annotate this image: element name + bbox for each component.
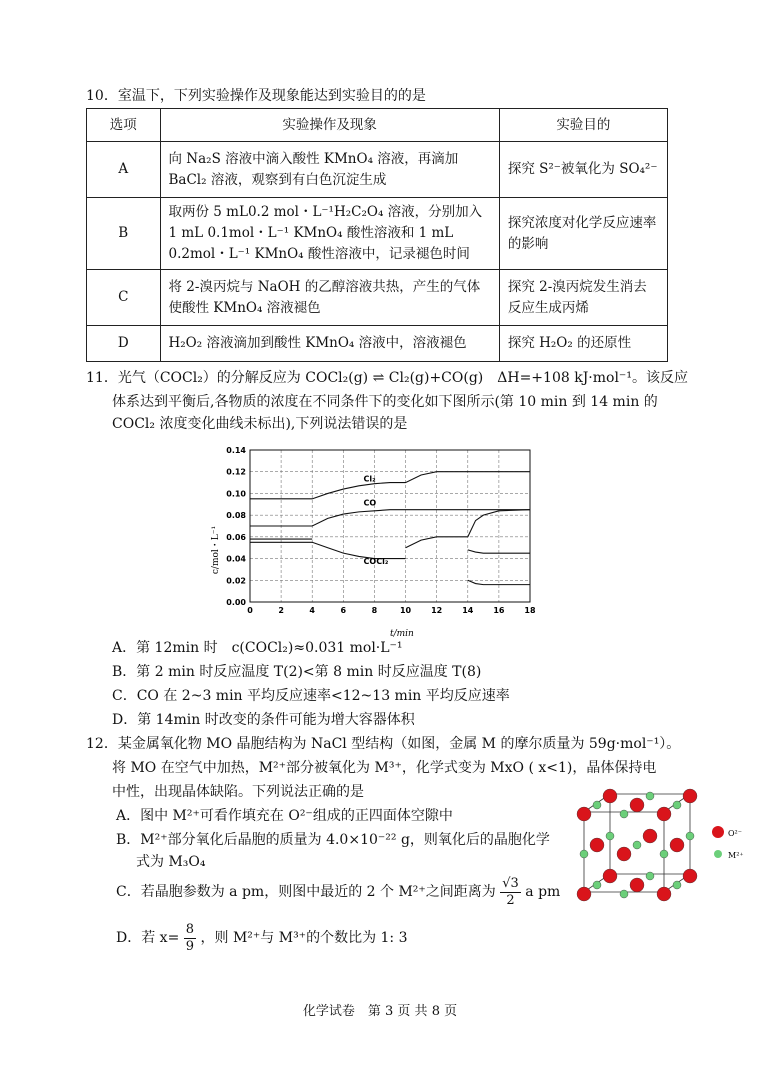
m-ion <box>606 832 614 840</box>
experiment-table <box>86 108 668 362</box>
o-ion <box>577 887 591 901</box>
x-tick-label: 0 <box>247 606 253 615</box>
y-tick-label: 0.04 <box>226 554 246 564</box>
q12-option-b-line1: B．M²⁺部分氧化后晶胞的质量为 4.0×10⁻²² g，则氧化后的晶胞化学 <box>116 832 550 848</box>
q11-option-c: C．CO 在 2~3 min 平均反应速率<12~13 min 平均反应速率 <box>112 688 510 704</box>
o-ion <box>683 869 697 883</box>
option-c-text: C．若晶胞参数为 a pm，则图中最近的 2 个 M²⁺之间距离为 <box>116 884 496 900</box>
row-option: D <box>87 326 161 362</box>
m-ion <box>620 890 628 898</box>
q11-line3: COCl₂ 浓度变化曲线未标出),下列说法错误的是 <box>112 416 408 432</box>
o-ion <box>577 807 591 821</box>
series-label: Cl₂ <box>363 474 376 484</box>
atoms <box>577 789 697 901</box>
q12-option-c <box>116 872 560 912</box>
y-tick-label: 0.02 <box>226 576 246 586</box>
y-tick-label: 0.08 <box>226 511 246 521</box>
o-ion <box>590 838 604 852</box>
x-tick-label: 10 <box>399 606 412 615</box>
legend-m-label: M²⁺ <box>728 851 744 860</box>
nacl-crystal-figure <box>568 782 748 902</box>
x-tick-label: 4 <box>309 606 316 615</box>
option-c-fraction <box>500 876 521 909</box>
o-ion <box>683 789 697 803</box>
q11-option-b: B．第 2 min 时反应温度 T(2)<第 8 min 时反应温度 T(8) <box>112 664 482 680</box>
m-ion <box>673 801 681 809</box>
fraction-numerator: √3 <box>502 875 519 891</box>
series-labels <box>364 474 389 566</box>
y-tick-label: 0.12 <box>226 467 246 477</box>
x-axis-label: t/min <box>390 629 414 639</box>
legend-m-marker <box>714 850 722 858</box>
o-ion <box>603 869 617 883</box>
row-operation: 向 Na₂S 溶液中滴入酸性 KMnO₄ 溶液，再滴加 BaCl₂ 溶液，观察到有白色沉淀生成 <box>160 142 499 198</box>
o-ion <box>617 847 631 861</box>
table-header-row <box>87 109 668 142</box>
option-c-unit: a pm <box>525 884 561 900</box>
option-d-text: D．若 x= <box>116 930 180 946</box>
o-ion <box>657 887 671 901</box>
row-operation: 取两份 5 mL0.2 mol・L⁻¹H₂C₂O₄ 溶液，分别加入 1 mL 0.1mol・L⁻¹ KMnO₄ 酸性溶液和 1 mL 0.2mol・L⁻¹ KMnO₄ 酸性溶液中，记录褪色时间 <box>160 198 499 270</box>
x-tick-label: 8 <box>371 606 378 615</box>
m-ion <box>593 881 601 889</box>
o-ion <box>657 807 671 821</box>
fraction-denominator: 9 <box>185 938 195 954</box>
y-tick-label: 0.00 <box>226 598 246 607</box>
q12-line2: 将 MO 在空气中加热，M²⁺部分被氧化为 M³⁺，化学式变为 MxO ( x<1)，晶体保持电 <box>112 760 657 776</box>
o-ion <box>630 798 644 812</box>
m-ion <box>686 832 694 840</box>
series-line <box>250 472 530 499</box>
legend-o-label: O²⁻ <box>728 829 742 838</box>
x-tick-label: 12 <box>431 606 443 615</box>
m-ion <box>646 792 654 800</box>
m-ion <box>646 872 654 880</box>
q12-line3: 中性，出现晶体缺陷。下列说法正确的是 <box>112 784 364 800</box>
y-tick-label: 0.14 <box>226 446 246 455</box>
row-option: A <box>87 142 161 198</box>
y-tick-label: 0.10 <box>226 489 246 499</box>
series-line <box>250 510 530 526</box>
page-footer: 化学试卷 第 3 页 共 8 页 <box>302 1004 458 1019</box>
m-ion <box>580 850 588 858</box>
o-ion <box>603 789 617 803</box>
header-operation: 实验操作及现象 <box>160 109 499 142</box>
m-ion <box>633 841 641 849</box>
series-label: COCl₂ <box>363 557 389 566</box>
table-row <box>87 270 668 326</box>
m-ion <box>620 810 628 818</box>
table-row <box>87 198 668 270</box>
row-purpose: 探究 S²⁻被氧化为 SO₄²⁻ <box>499 142 667 198</box>
o-ion <box>643 829 657 843</box>
q11-option-a: A．第 12min 时 c(COCl₂)≈0.031 mol·L⁻¹ <box>112 640 403 656</box>
header-purpose: 实验目的 <box>499 109 667 142</box>
option-d-fraction <box>184 922 196 955</box>
m-ion <box>660 850 668 858</box>
o-ion <box>630 878 644 892</box>
fraction-denominator: 2 <box>506 892 515 908</box>
row-purpose: 探究 H₂O₂ 的还原性 <box>499 326 667 362</box>
m-ion <box>673 881 681 889</box>
table-row <box>87 142 668 198</box>
m-ion <box>593 801 601 809</box>
x-tick-label: 16 <box>493 606 505 615</box>
header-option: 选项 <box>87 109 161 142</box>
fraction-numerator: 8 <box>185 921 195 937</box>
q12-line1: 12．某金属氧化物 MO 晶胞结构为 NaCl 型结构（如图，金属 M 的摩尔质量为 59g·mol⁻¹）。 <box>86 736 681 752</box>
q11-line1: 11．光气（COCl₂）的分解反应为 COCl₂(g) ⇌ Cl₂(g)+CO(g) ΔH=+108 kJ·mol⁻¹。该反应 <box>86 370 688 386</box>
q11-option-d: D．第 14min 时改变的条件可能为增大容器体积 <box>112 712 415 728</box>
x-tick-label: 14 <box>462 606 474 615</box>
row-purpose: 探究 2-溴丙烷发生消去反应生成丙烯 <box>499 270 667 326</box>
concentration-chart <box>200 440 550 640</box>
q12-option-a: A．图中 M²⁺可看作填充在 O²⁻组成的正四面体空隙中 <box>116 808 453 824</box>
y-axis-label: c/mol・L⁻¹ <box>211 525 221 575</box>
x-tick-label: 18 <box>524 606 536 615</box>
row-operation: 将 2-溴丙烷与 NaOH 的乙醇溶液共热，产生的气体使酸性 KMnO₄ 溶液褪色 <box>160 270 499 326</box>
x-tick-label: 6 <box>340 606 347 615</box>
q12-option-b-line2: 式为 M₃O₄ <box>136 854 206 870</box>
row-option: C <box>87 270 161 326</box>
q12-option-d <box>116 918 408 958</box>
chart-series <box>250 472 530 585</box>
x-tick-label: 2 <box>278 606 284 615</box>
q11-line2: 体系达到平衡后,各物质的浓度在不同条件下的变化如下图所示(第 10 min 到 14 min 的 <box>112 394 658 410</box>
row-operation: H₂O₂ 溶液滴加到酸性 KMnO₄ 溶液中，溶液褪色 <box>160 326 499 362</box>
q10-stem: 10．室温下，下列实验操作及现象能达到实验目的的是 <box>86 88 426 104</box>
row-option: B <box>87 198 161 270</box>
o-ion <box>670 838 684 852</box>
y-tick-label: 0.06 <box>226 532 246 542</box>
legend-o-marker <box>712 826 724 838</box>
series-label: CO <box>363 498 377 508</box>
option-d-rest: ，则 M²⁺与 M³⁺的个数比为 1: 3 <box>200 930 408 946</box>
table-row <box>87 326 668 362</box>
row-purpose: 探究浓度对化学反应速率的影响 <box>499 198 667 270</box>
